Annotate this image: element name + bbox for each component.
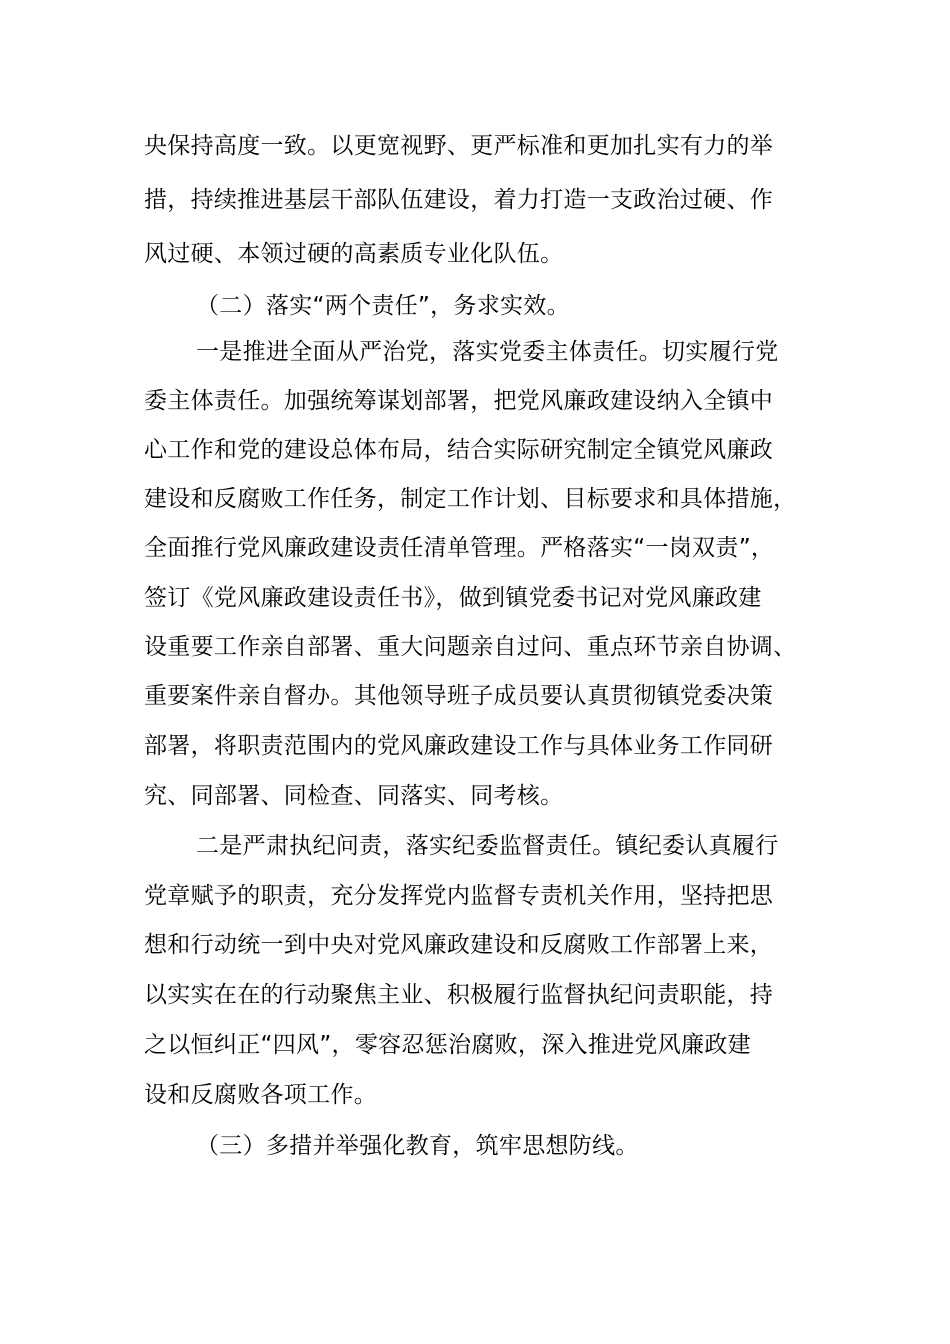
body-line: 签订《党风廉政建设责任书》，做到镇党委书记对党风廉政建	[144, 585, 762, 611]
body-line: 设重要工作亲自部署、重大问题亲自过问、重点环节亲自协调、	[144, 634, 797, 660]
body-line: 以实实在在的行动聚焦主业、积极履行监督执纪问责职能，持	[144, 982, 774, 1008]
body-line: 建设和反腐败工作任务，制定工作计划、目标要求和具体措施，	[144, 486, 797, 512]
section-heading: （三）多措并举强化教育，筑牢思想防线。	[196, 1133, 639, 1159]
body-line: 究、同部署、同检查、同落实、同考核。	[144, 783, 564, 809]
body-line: 部署，将职责范围内的党风廉政建设工作与具体业务工作同研	[144, 733, 774, 759]
section-heading: （二）落实“两个责任”，务求实效。	[196, 293, 570, 319]
body-line: 二是严肃执纪问责，落实纪委监督责任。镇纪委认真履行	[196, 833, 779, 859]
body-line: 想和行动统一到中央对党风廉政建设和反腐败工作部署上来，	[144, 932, 774, 958]
body-line: 风过硬、本领过硬的高素质专业化队伍。	[144, 241, 564, 267]
body-line: 央保持高度一致。以更宽视野、更严标准和更加扎实有力的举	[144, 133, 774, 159]
body-line: 心工作和党的建设总体布局，结合实际研究制定全镇党风廉政	[144, 437, 774, 463]
body-line: 委主体责任。加强统筹谋划部署，把党风廉政建设纳入全镇中	[144, 388, 774, 414]
body-line: 一是推进全面从严治党，落实党委主体责任。切实履行党	[196, 339, 779, 365]
body-line: 设和反腐败各项工作。	[144, 1082, 377, 1108]
body-line: 党章赋予的职责，充分发挥党内监督专责机关作用，坚持把思	[144, 883, 774, 909]
body-line: 之以恒纠正“四风”，零容忍惩治腐败，深入推进党风廉政建	[144, 1032, 751, 1058]
body-line: 全面推行党风廉政建设责任清单管理。严格落实“一岗双责”，	[144, 535, 775, 561]
body-line: 重要案件亲自督办。其他领导班子成员要认真贯彻镇党委决策	[144, 683, 774, 709]
body-line: 措，持续推进基层干部队伍建设，着力打造一支政治过硬、作	[144, 187, 774, 213]
